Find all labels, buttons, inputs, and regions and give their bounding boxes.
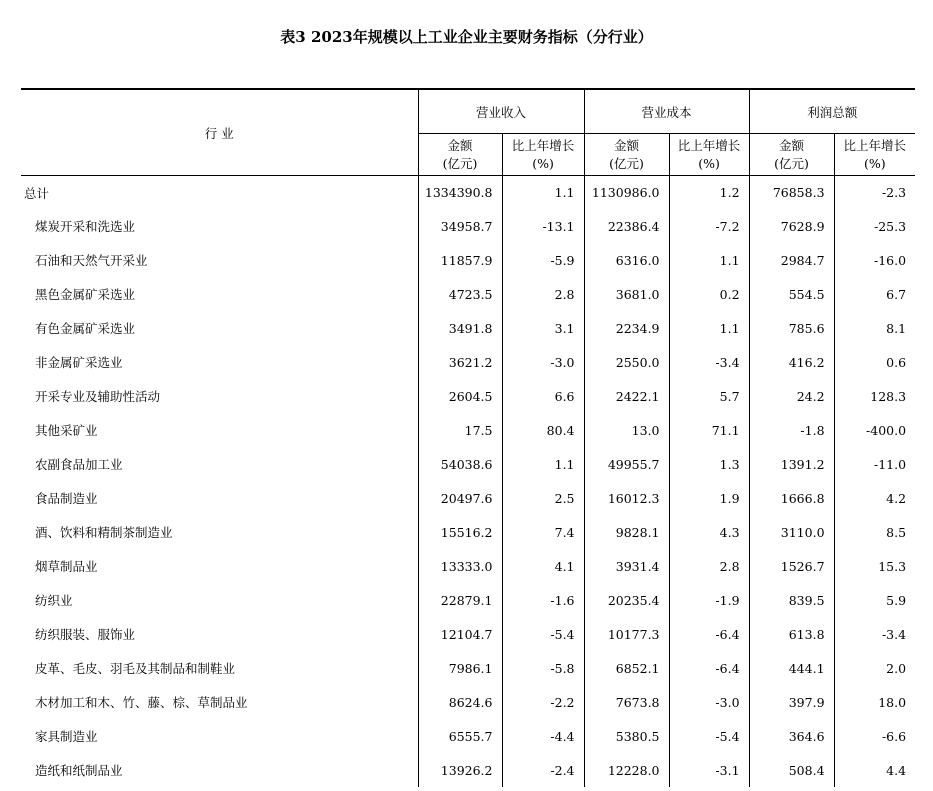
value-cell: 508.4 <box>749 753 834 787</box>
value-cell: -400.0 <box>834 413 915 447</box>
value-cell: 4.1 <box>502 549 584 583</box>
value-cell: -3.0 <box>669 685 749 719</box>
profit-amount-header: 金额 (亿元) <box>749 134 834 176</box>
value-cell: 15.3 <box>834 549 915 583</box>
value-cell: -16.0 <box>834 243 915 277</box>
value-cell: 2.8 <box>669 549 749 583</box>
value-cell: 2.0 <box>834 651 915 685</box>
value-cell: -1.8 <box>749 413 834 447</box>
value-cell: -13.1 <box>502 209 584 243</box>
industry-name-cell: 造纸和纸制品业 <box>35 763 123 778</box>
value-cell: 5.7 <box>669 379 749 413</box>
value-cell: 4723.5 <box>418 277 502 311</box>
value-cell: -5.4 <box>669 719 749 753</box>
table-row <box>21 685 915 719</box>
value-cell: -2.2 <box>502 685 584 719</box>
value-cell: -25.3 <box>834 209 915 243</box>
value-cell: 839.5 <box>749 583 834 617</box>
value-cell: 16012.3 <box>584 481 669 515</box>
table-row <box>21 515 915 549</box>
value-cell: -2.4 <box>502 753 584 787</box>
value-cell: 20497.6 <box>418 481 502 515</box>
value-cell: 4.3 <box>669 515 749 549</box>
value-cell: 6.6 <box>502 379 584 413</box>
industry-name-cell: 烟草制品业 <box>35 559 98 574</box>
revenue-growth-header: 比上年增长 (%) <box>502 134 584 176</box>
value-cell: 3621.2 <box>418 345 502 379</box>
value-cell: 13333.0 <box>418 549 502 583</box>
table-row <box>21 617 915 651</box>
value-cell: 3491.8 <box>418 311 502 345</box>
industry-name-cell: 纺织服装、服饰业 <box>35 627 136 642</box>
industry-name-cell: 总计 <box>24 185 50 201</box>
value-cell: 364.6 <box>749 719 834 753</box>
value-cell: 24.2 <box>749 379 834 413</box>
industry-name-cell: 食品制造业 <box>35 491 98 506</box>
value-cell: 0.6 <box>834 345 915 379</box>
value-cell: 11857.9 <box>418 243 502 277</box>
value-cell: 1.1 <box>669 243 749 277</box>
value-cell: -2.3 <box>834 176 915 210</box>
value-cell: 1334390.8 <box>418 176 502 210</box>
table-row <box>21 277 915 311</box>
value-cell: 1.1 <box>502 447 584 481</box>
profit-header: 利润总额 <box>749 89 915 134</box>
industry-header: 行 业 <box>21 89 418 176</box>
table-row <box>21 651 915 685</box>
value-cell: 12104.7 <box>418 617 502 651</box>
value-cell: 554.5 <box>749 277 834 311</box>
value-cell: 71.1 <box>669 413 749 447</box>
value-cell: 2.8 <box>502 277 584 311</box>
value-cell: 3.1 <box>502 311 584 345</box>
value-cell: 8.1 <box>834 311 915 345</box>
value-cell: -3.1 <box>669 753 749 787</box>
value-cell: 2.5 <box>502 481 584 515</box>
table-row <box>21 753 915 787</box>
value-cell: 6555.7 <box>418 719 502 753</box>
industry-name-cell: 木材加工和木、竹、藤、棕、草制品业 <box>35 695 248 710</box>
value-cell: 10177.3 <box>584 617 669 651</box>
value-cell: 18.0 <box>834 685 915 719</box>
value-cell: 2604.5 <box>418 379 502 413</box>
value-cell: 3931.4 <box>584 549 669 583</box>
value-cell: 1391.2 <box>749 447 834 481</box>
value-cell: 1526.7 <box>749 549 834 583</box>
value-cell: 13.0 <box>584 413 669 447</box>
industry-name-cell: 家具制造业 <box>35 729 98 744</box>
value-cell: 4.2 <box>834 481 915 515</box>
industry-name-cell: 酒、饮料和精制茶制造业 <box>35 525 173 540</box>
value-cell: -11.0 <box>834 447 915 481</box>
value-cell: 6852.1 <box>584 651 669 685</box>
industry-name-cell: 其他采矿业 <box>35 423 98 438</box>
table-body <box>21 176 915 788</box>
value-cell: 6.7 <box>834 277 915 311</box>
value-cell: -4.4 <box>502 719 584 753</box>
value-cell: 22879.1 <box>418 583 502 617</box>
value-cell: 22386.4 <box>584 209 669 243</box>
value-cell: 80.4 <box>502 413 584 447</box>
industry-name-cell: 非金属矿采选业 <box>35 355 123 370</box>
profit-growth-header: 比上年增长 (%) <box>834 134 915 176</box>
industry-name-cell: 开采专业及辅助性活动 <box>35 389 161 404</box>
value-cell: -3.4 <box>669 345 749 379</box>
value-cell: 1130986.0 <box>584 176 669 210</box>
table-row <box>21 176 915 210</box>
value-cell: 34958.7 <box>418 209 502 243</box>
value-cell: 1.3 <box>669 447 749 481</box>
table-row <box>21 719 915 753</box>
value-cell: 1666.8 <box>749 481 834 515</box>
value-cell: -6.6 <box>834 719 915 753</box>
table-row <box>21 345 915 379</box>
industry-name-cell: 农副食品加工业 <box>35 457 123 472</box>
value-cell: -7.2 <box>669 209 749 243</box>
value-cell: 49955.7 <box>584 447 669 481</box>
value-cell: 15516.2 <box>418 515 502 549</box>
value-cell: 7628.9 <box>749 209 834 243</box>
table-row <box>21 311 915 345</box>
table-row <box>21 447 915 481</box>
value-cell: 2550.0 <box>584 345 669 379</box>
value-cell: 613.8 <box>749 617 834 651</box>
value-cell: 785.6 <box>749 311 834 345</box>
value-cell: 7986.1 <box>418 651 502 685</box>
value-cell: -3.0 <box>502 345 584 379</box>
value-cell: 1.9 <box>669 481 749 515</box>
industry-name-cell: 石油和天然气开采业 <box>35 253 148 268</box>
value-cell: 9828.1 <box>584 515 669 549</box>
value-cell: 2984.7 <box>749 243 834 277</box>
table-row <box>21 209 915 243</box>
value-cell: 397.9 <box>749 685 834 719</box>
value-cell: 6316.0 <box>584 243 669 277</box>
industry-name-cell: 纺织业 <box>35 593 73 608</box>
value-cell: 12228.0 <box>584 753 669 787</box>
value-cell: 1.1 <box>669 311 749 345</box>
value-cell: 416.2 <box>749 345 834 379</box>
revenue-amount-header: 金额 (亿元) <box>418 134 502 176</box>
value-cell: 2234.9 <box>584 311 669 345</box>
value-cell: 7.4 <box>502 515 584 549</box>
value-cell: 54038.6 <box>418 447 502 481</box>
table-row <box>21 481 915 515</box>
industry-name-cell: 煤炭开采和洗选业 <box>35 219 136 234</box>
table-title: 表3 2023年规模以上工业企业主要财务指标（分行业） <box>280 28 653 46</box>
value-cell: -6.4 <box>669 617 749 651</box>
value-cell: 5.9 <box>834 583 915 617</box>
value-cell: 8.5 <box>834 515 915 549</box>
industry-name-cell: 黑色金属矿采选业 <box>35 287 136 302</box>
value-cell: 17.5 <box>418 413 502 447</box>
value-cell: 7673.8 <box>584 685 669 719</box>
industry-name-cell: 有色金属矿采选业 <box>35 321 136 336</box>
value-cell: 20235.4 <box>584 583 669 617</box>
financial-indicators-table <box>21 88 915 787</box>
value-cell: 1.1 <box>502 176 584 210</box>
value-cell: -5.8 <box>502 651 584 685</box>
value-cell: 2422.1 <box>584 379 669 413</box>
value-cell: -5.9 <box>502 243 584 277</box>
value-cell: 3681.0 <box>584 277 669 311</box>
value-cell: -5.4 <box>502 617 584 651</box>
value-cell: 8624.6 <box>418 685 502 719</box>
value-cell: -1.6 <box>502 583 584 617</box>
value-cell: -1.9 <box>669 583 749 617</box>
value-cell: 128.3 <box>834 379 915 413</box>
value-cell: 76858.3 <box>749 176 834 210</box>
value-cell: -3.4 <box>834 617 915 651</box>
value-cell: 1.2 <box>669 176 749 210</box>
value-cell: 3110.0 <box>749 515 834 549</box>
cost-growth-header: 比上年增长 (%) <box>669 134 749 176</box>
value-cell: -6.4 <box>669 651 749 685</box>
value-cell: 4.4 <box>834 753 915 787</box>
cost-header: 营业成本 <box>584 89 749 134</box>
revenue-header: 营业收入 <box>418 89 584 134</box>
value-cell: 444.1 <box>749 651 834 685</box>
table-row <box>21 379 915 413</box>
value-cell: 13926.2 <box>418 753 502 787</box>
table-row <box>21 583 915 617</box>
value-cell: 5380.5 <box>584 719 669 753</box>
value-cell: 0.2 <box>669 277 749 311</box>
industry-name-cell: 皮革、毛皮、羽毛及其制品和制鞋业 <box>35 661 236 676</box>
table-row <box>21 413 915 447</box>
cost-amount-header: 金额 (亿元) <box>584 134 669 176</box>
table-row <box>21 243 915 277</box>
table-row <box>21 549 915 583</box>
